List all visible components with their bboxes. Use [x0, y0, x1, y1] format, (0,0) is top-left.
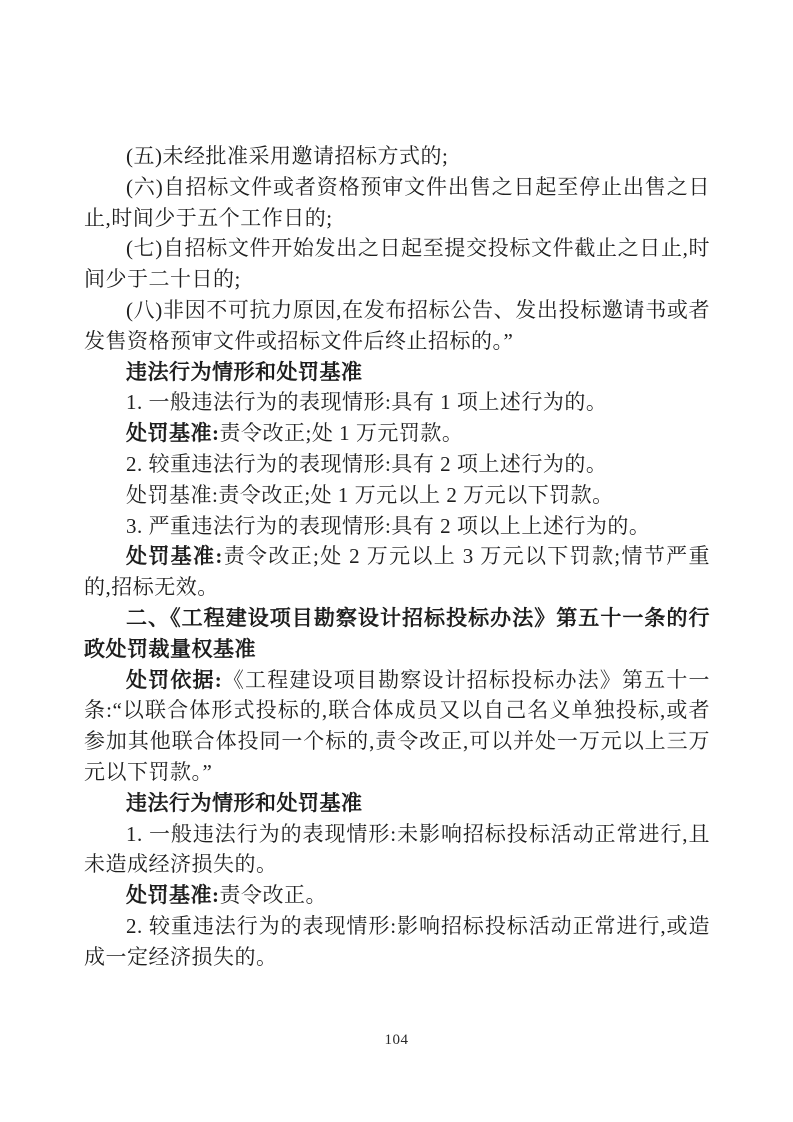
- body-text: 《工程建设项目勘察设计招标投标办法》第五十一条:“以联合体形式投标的,联合体成员又以自己名义单独投标,或者参加其他联合体投同一个标的,责令改正,可以并处一万元以上三万元以下罚款。”: [84, 667, 710, 784]
- emphasis-text: 二、《工程建设项目勘察设计招标投标办法》第五十一条的行政处罚裁量权基准: [84, 605, 710, 661]
- body-text: 1. 一般违法行为的表现情形:具有 1 项上述行为的。: [126, 390, 608, 415]
- heading-violation-and-penalty-basis-2: [84, 788, 710, 819]
- body-text: (六)自招标文件或者资格预审文件出售之日起至停止出售之日止,时间少于五个工作日的;: [84, 174, 710, 230]
- list-item-8: [84, 295, 710, 357]
- page-number: 104: [384, 1032, 409, 1048]
- penalty-basis-severe-1: [84, 541, 710, 603]
- body-text: 责令改正;处 1 万元罚款。: [219, 421, 464, 446]
- item-severe-violation-1: [84, 511, 710, 542]
- body-text: 责令改正;处 2 万元以上 3 万元以下罚款;情节严重的,招标无效。: [84, 544, 710, 600]
- body-text: (七)自招标文件开始发出之日起至提交投标文件截止之日止,时间少于二十日的;: [84, 236, 710, 292]
- item-moderate-violation-1: [84, 449, 710, 480]
- body-text: (五)未经批准采用邀请招标方式的;: [126, 144, 449, 168]
- penalty-basis-general-1: [84, 418, 710, 449]
- body-text: 2. 较重违法行为的表现情形:具有 2 项上述行为的。: [126, 451, 608, 476]
- body-text: 3. 严重违法行为的表现情形:具有 2 项以上上述行为的。: [126, 513, 651, 538]
- body-text: (八)非因不可抗力原因,在发布招标公告、发出投标邀请书或者发售资格预审文件或招标文件后终止招标的。”: [84, 297, 710, 353]
- emphasis-text: 处罚基准:: [126, 421, 220, 446]
- emphasis-text: 违法行为情形和处罚基准: [126, 790, 363, 815]
- body-text: 2. 较重违法行为的表现情形:影响招标投标活动正常进行,或造成一定经济损失的。: [84, 913, 710, 969]
- heading-section-2: [84, 603, 710, 665]
- penalty-basis-general-2: [84, 880, 710, 911]
- emphasis-text: 处罚依据:: [126, 667, 223, 692]
- item-general-violation-1: [84, 387, 710, 418]
- body-text: 责令改正。: [219, 883, 327, 908]
- document-body: [84, 141, 710, 973]
- penalty-legal-basis-2: [84, 665, 710, 788]
- list-item-5: [84, 141, 710, 172]
- emphasis-text: 处罚基准:: [126, 544, 223, 569]
- list-item-7: [84, 233, 710, 295]
- list-item-6: [84, 172, 710, 234]
- penalty-basis-moderate-1: [84, 480, 710, 511]
- item-moderate-violation-2: [84, 911, 710, 973]
- body-text: 处罚基准:责令改正;处 1 万元以上 2 万元以下罚款。: [126, 482, 614, 507]
- body-text: 1. 一般违法行为的表现情形:未影响招标投标活动正常进行,且未造成经济损失的。: [84, 821, 710, 877]
- emphasis-text: 违法行为情形和处罚基准: [126, 359, 363, 384]
- item-general-violation-2: [84, 819, 710, 881]
- heading-violation-and-penalty-basis-1: [84, 357, 710, 388]
- emphasis-text: 处罚基准:: [126, 883, 220, 908]
